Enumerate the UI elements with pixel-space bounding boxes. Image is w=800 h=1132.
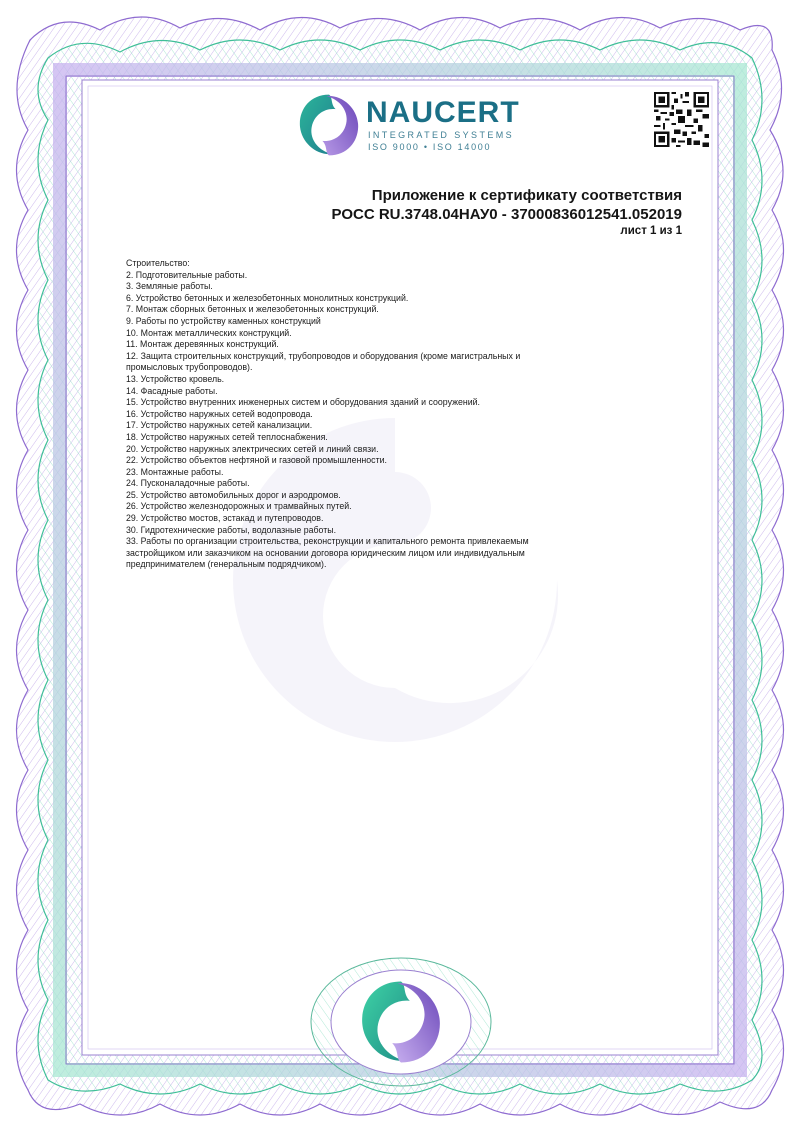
- scope-item: застройщиком или заказчиком на основании договора юридическим лицом или индивидуальным: [126, 547, 525, 558]
- scope-heading: Строительство:: [126, 258, 190, 268]
- scope-item: 12. Защита строительных конструкций, трубопроводов и оборудования (кроме магистральных и: [126, 350, 521, 361]
- scope-item: 18. Устройство наружных сетей теплоснабжения.: [126, 431, 328, 442]
- scope-item: 11. Монтаж деревянных конструкций.: [126, 339, 279, 350]
- scope-item: 24. Пусконаладочные работы.: [126, 478, 250, 489]
- scope-item: 9. Работы по устройству каменных конструкций: [126, 315, 321, 326]
- certificate-number: РОСС RU.3748.04НАУ0 - 37000836012541.052019: [331, 206, 682, 223]
- scope-item: 30. Гидротехнические работы, водолазные работы.: [126, 524, 337, 535]
- sheet-indicator: лист 1 из 1: [620, 225, 682, 237]
- scope-item: 16. Устройство наружных сетей водопровода.: [126, 408, 313, 419]
- document-title: Приложение к сертификату соответствия: [371, 187, 682, 204]
- scope-item: 17. Устройство наружных сетей канализации.: [126, 420, 313, 431]
- scope-item: 7. Монтаж сборных бетонных и железобетонных конструкций.: [126, 304, 379, 315]
- scope-item: 13. Устройство кровель.: [126, 373, 225, 384]
- qr-code-icon: [654, 92, 709, 147]
- scope-item: 29. Устройство мостов, эстакад и путепроводов.: [126, 513, 324, 524]
- scope-item: 33. Работы по организации строительства, реконструкции и капитального ремонта привлекаемым: [126, 536, 529, 547]
- swirl-logo-icon: [296, 92, 362, 158]
- certificate-header: [332, 186, 682, 239]
- scope-item: 2. Подготовительные работы.: [126, 269, 248, 280]
- scope-item: 15. Устройство внутренних инженерных систем и оборудования зданий и сооружений.: [126, 397, 480, 408]
- naucert-logo: [296, 92, 520, 160]
- scope-item: предпринимателем (генеральным подрядчиком).: [126, 559, 327, 570]
- scope-item: 23. Монтажные работы.: [126, 466, 224, 477]
- scope-item: 10. Монтаж металлических конструкций.: [126, 327, 292, 338]
- scope-of-work: [126, 258, 646, 571]
- brand-subtitle: INTEGRATED SYSTEMS: [368, 130, 515, 140]
- brand-name: NAUCERT: [366, 96, 520, 129]
- scope-item: 3. Земляные работы.: [126, 281, 213, 292]
- scope-item: 6. Устройство бетонных и железобетонных монолитных конструкций.: [126, 292, 409, 303]
- brand-standards: ISO 9000 • ISO 14000: [368, 142, 492, 152]
- scope-item: 26. Устройство железнодорожных и трамвайных путей.: [126, 501, 352, 512]
- scope-item: 22. Устройство объектов нефтяной и газовой промышленности.: [126, 455, 387, 466]
- scope-item: 20. Устройство наружных электрических сетей и линий связи.: [126, 443, 379, 454]
- scope-item: промысловых трубопроводов).: [126, 362, 253, 373]
- scope-item: 14. Фасадные работы.: [126, 385, 218, 396]
- scope-item: 25. Устройство автомобильных дорог и аэродромов.: [126, 489, 341, 500]
- swirl-emblem-icon: [357, 978, 445, 1066]
